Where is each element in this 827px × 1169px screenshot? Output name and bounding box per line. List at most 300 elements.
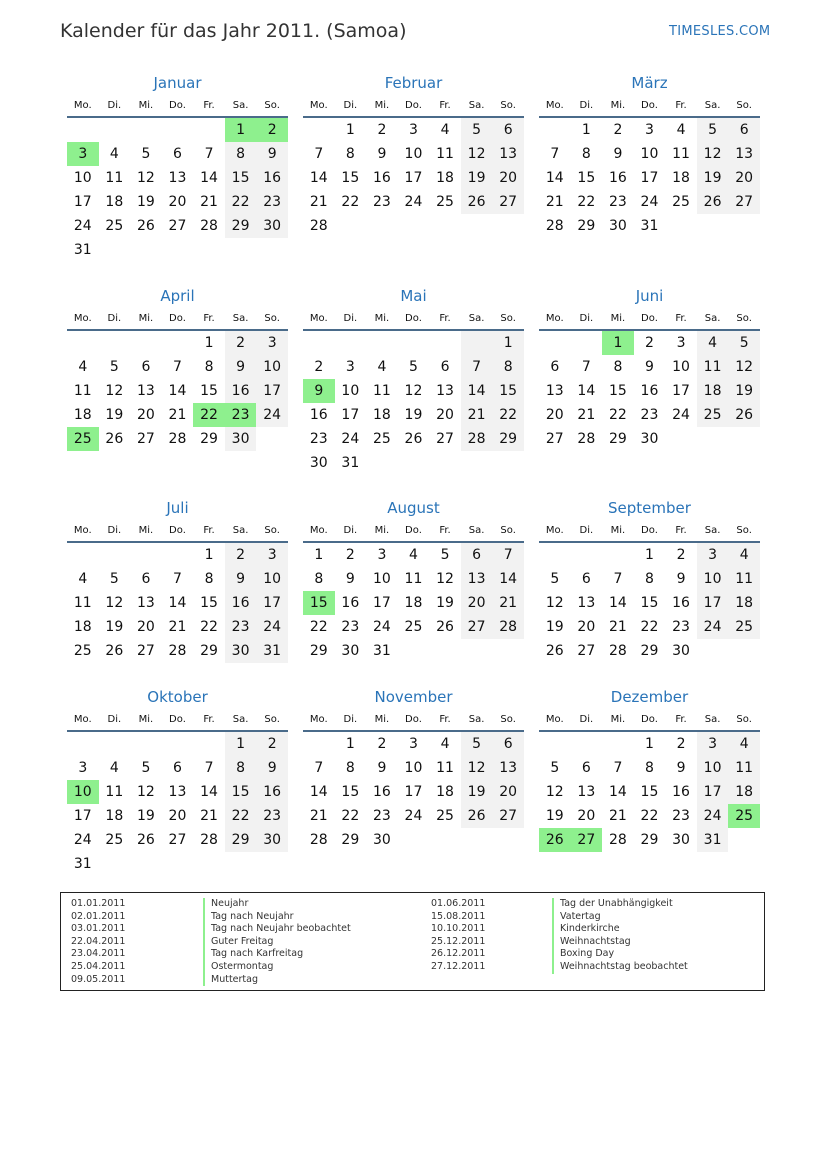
weekday-label: Fr. [203, 714, 215, 725]
day-cell: 31 [372, 643, 391, 659]
empty-cell [461, 451, 493, 475]
weekday-label: Fr. [203, 525, 215, 536]
day-cell: 11 [436, 146, 454, 162]
day-cell: 4 [676, 122, 686, 138]
day-cell: 3 [645, 122, 654, 138]
day-cell: 27 [728, 190, 760, 214]
day-cell: 28 [608, 832, 627, 848]
day-cell: 11 [728, 756, 760, 780]
weekday-label: Sa. [704, 313, 721, 324]
day-cell: 27 [571, 828, 603, 852]
holiday-date: 02.01.2011 [71, 910, 126, 922]
month-name: Januar [153, 74, 202, 92]
day-cell: 17 [697, 591, 729, 615]
day-cell: 10 [256, 355, 288, 379]
weekday-header [539, 309, 760, 331]
day-cell: 20 [545, 407, 564, 423]
month-juni [539, 285, 760, 497]
weekday-label: Mi. [138, 714, 154, 725]
day-cell: 24 [372, 619, 391, 635]
day-cell: 22 [640, 619, 659, 635]
day-cell: 21 [461, 403, 493, 427]
day-cell: 14 [608, 595, 627, 611]
empty-cell [335, 214, 367, 238]
empty-cell [193, 118, 225, 142]
day-cell: 18 [105, 194, 124, 210]
day-cell: 8 [345, 760, 355, 776]
day-cell: 4 [728, 732, 760, 756]
empty-cell [162, 732, 194, 756]
weekday-label: Mi. [374, 313, 390, 324]
day-cell: 7 [613, 571, 623, 587]
day-cell: 10 [640, 146, 659, 162]
day-cell: 7 [204, 760, 214, 776]
day-cell: 18 [697, 379, 729, 403]
day-cell: 1 [645, 736, 654, 752]
day-cell: 19 [697, 166, 729, 190]
empty-cell [492, 639, 524, 663]
day-cell: 21 [200, 194, 218, 210]
holiday-date: 23.04.2011 [71, 948, 126, 960]
day-cell: 8 [204, 571, 214, 587]
weekday-label: Di. [107, 525, 122, 536]
day-cell: 30 [225, 639, 257, 663]
day-cell: 16 [225, 591, 257, 615]
day-cell: 18 [372, 407, 391, 423]
day-cell: 22 [225, 190, 257, 214]
weekday-label: Sa. [704, 714, 721, 725]
weekday-label: Sa. [468, 525, 485, 536]
day-cell: 18 [728, 780, 760, 804]
day-cell: 25 [436, 194, 454, 210]
holiday-name: Kinderkirche [552, 923, 688, 936]
day-cell: 1 [204, 547, 214, 563]
day-cell: 30 [341, 643, 360, 659]
weekday-header [539, 521, 760, 543]
day-cell: 12 [728, 355, 760, 379]
day-cell: 24 [341, 431, 360, 447]
empty-cell [256, 427, 288, 451]
day-cell: 29 [608, 431, 627, 447]
weekday-header [303, 710, 524, 732]
day-cell: 11 [697, 355, 729, 379]
day-grid [67, 331, 288, 451]
empty-cell [602, 543, 634, 567]
holiday-date: 15.08.2011 [431, 910, 486, 922]
day-cell: 4 [78, 571, 88, 587]
weekday-label: Mo. [73, 100, 92, 111]
day-cell: 19 [105, 619, 124, 635]
day-cell: 19 [461, 780, 493, 804]
day-cell: 26 [545, 643, 564, 659]
day-cell: 26 [461, 190, 493, 214]
day-cell: 31 [341, 455, 360, 471]
month-name: April [160, 287, 195, 305]
empty-cell [461, 639, 493, 663]
day-cell: 2 [256, 732, 288, 756]
holiday-date: 27.12.2011 [431, 960, 486, 972]
day-cell: 28 [545, 218, 564, 234]
weekday-label: Sa. [232, 525, 249, 536]
empty-cell [99, 543, 131, 567]
day-cell: 14 [577, 383, 596, 399]
day-cell: 26 [404, 431, 423, 447]
day-cell: 29 [492, 427, 524, 451]
empty-cell [366, 331, 398, 355]
empty-cell [571, 732, 603, 756]
weekday-label: Mi. [610, 100, 626, 111]
empty-cell [130, 732, 162, 756]
holiday-date: 01.01.2011 [71, 898, 126, 909]
day-cell: 21 [577, 407, 596, 423]
empty-cell [728, 427, 760, 451]
day-cell: 23 [225, 615, 257, 639]
day-cell: 13 [436, 383, 454, 399]
day-cell: 8 [613, 359, 623, 375]
day-cell: 17 [697, 780, 729, 804]
day-cell: 30 [640, 431, 659, 447]
day-cell: 30 [309, 455, 328, 471]
day-cell: 28 [168, 431, 187, 447]
day-cell: 16 [256, 166, 288, 190]
empty-cell [225, 238, 257, 262]
day-cell: 28 [492, 615, 524, 639]
month-februar [303, 72, 524, 285]
day-cell: 11 [372, 383, 391, 399]
day-cell: 28 [200, 218, 218, 234]
day-cell: 25 [672, 194, 690, 210]
weekday-label: Di. [579, 100, 594, 111]
weekday-label: Di. [107, 100, 122, 111]
month-januar [67, 72, 288, 285]
day-cell: 5 [550, 571, 560, 587]
day-cell: 15 [341, 784, 360, 800]
day-cell: 9 [613, 146, 623, 162]
day-cell: 31 [697, 828, 729, 852]
day-cell: 26 [697, 190, 729, 214]
day-cell: 11 [436, 760, 454, 776]
day-cell: 9 [345, 571, 355, 587]
day-cell: 14 [492, 567, 524, 591]
day-cell: 3 [697, 732, 729, 756]
day-cell: 30 [225, 427, 257, 451]
day-cell: 30 [372, 832, 391, 848]
day-cell: 12 [136, 170, 155, 186]
day-cell: 2 [256, 118, 288, 142]
day-cell: 13 [168, 784, 187, 800]
holiday-name: Tag nach Neujahr [203, 911, 351, 924]
day-grid [67, 118, 288, 262]
day-cell: 23 [256, 190, 288, 214]
empty-cell [492, 214, 524, 238]
day-cell: 4 [409, 547, 418, 563]
day-cell: 12 [404, 383, 423, 399]
day-cell: 9 [645, 359, 654, 375]
weekday-label: Mi. [610, 714, 626, 725]
day-cell: 15 [640, 595, 659, 611]
day-cell: 12 [105, 383, 124, 399]
day-cell: 11 [672, 146, 690, 162]
day-cell: 11 [73, 383, 92, 399]
day-cell: 8 [225, 142, 257, 166]
day-cell: 31 [73, 242, 92, 258]
weekday-label: Di. [343, 100, 358, 111]
day-cell: 22 [492, 403, 524, 427]
weekday-label: Di. [579, 714, 594, 725]
month-oktober [67, 686, 288, 886]
day-cell: 10 [404, 146, 423, 162]
day-cell: 14 [309, 170, 328, 186]
day-cell: 7 [550, 146, 560, 162]
day-cell: 17 [73, 194, 92, 210]
weekday-label: Fr. [439, 313, 451, 324]
weekday-label: Fr. [203, 313, 215, 324]
weekday-label: Sa. [232, 714, 249, 725]
day-cell: 24 [697, 804, 729, 828]
weekday-label: Mo. [545, 313, 564, 324]
day-cell: 19 [461, 166, 493, 190]
day-cell: 31 [640, 218, 659, 234]
empty-cell [67, 118, 99, 142]
day-cell: 24 [256, 615, 288, 639]
weekday-label: Di. [107, 313, 122, 324]
day-cell: 3 [78, 760, 88, 776]
empty-cell [193, 852, 225, 876]
day-cell: 21 [492, 591, 524, 615]
day-cell: 26 [728, 403, 760, 427]
empty-cell [571, 543, 603, 567]
day-cell: 30 [256, 828, 288, 852]
day-cell: 10 [672, 359, 690, 375]
day-cell: 10 [73, 170, 92, 186]
day-cell: 22 [341, 194, 360, 210]
day-cell: 15 [608, 383, 627, 399]
weekday-label: Fr. [203, 100, 215, 111]
empty-cell [429, 828, 461, 852]
day-cell: 19 [728, 379, 760, 403]
day-cell: 14 [545, 170, 564, 186]
day-cell: 6 [492, 732, 524, 756]
empty-cell [193, 732, 225, 756]
weekday-label: Sa. [232, 313, 249, 324]
day-grid [539, 732, 760, 852]
day-cell: 23 [309, 431, 328, 447]
day-cell: 25 [436, 808, 454, 824]
weekday-header [67, 309, 288, 331]
day-cell: 23 [372, 808, 391, 824]
day-cell: 11 [105, 170, 124, 186]
day-cell: 18 [105, 808, 124, 824]
day-cell: 27 [492, 804, 524, 828]
day-cell: 9 [676, 571, 686, 587]
day-cell: 10 [697, 567, 729, 591]
day-cell: 7 [173, 571, 182, 587]
day-cell: 1 [602, 331, 634, 355]
empty-cell [398, 331, 430, 355]
weekday-label: Mo. [309, 525, 328, 536]
day-cell: 14 [608, 784, 627, 800]
day-cell: 17 [640, 170, 659, 186]
month-märz [539, 72, 760, 285]
day-cell: 5 [440, 547, 450, 563]
day-cell: 18 [73, 619, 92, 635]
day-grid [303, 118, 524, 238]
empty-cell [130, 238, 162, 262]
weekday-label: Mi. [138, 313, 154, 324]
day-cell: 12 [461, 142, 493, 166]
day-cell: 26 [539, 828, 571, 852]
day-cell: 4 [109, 760, 119, 776]
day-cell: 25 [67, 427, 99, 451]
empty-cell [539, 543, 571, 567]
day-cell: 12 [436, 571, 454, 587]
month-dezember [539, 686, 760, 886]
day-cell: 12 [697, 142, 729, 166]
day-cell: 29 [225, 214, 257, 238]
day-cell: 10 [256, 567, 288, 591]
month-name: Oktober [147, 688, 208, 706]
weekday-label: Di. [343, 313, 358, 324]
day-cell: 16 [672, 784, 690, 800]
day-grid [67, 732, 288, 876]
day-cell: 28 [309, 832, 328, 848]
weekday-label: Mo. [545, 714, 564, 725]
day-cell: 30 [256, 214, 288, 238]
empty-cell [303, 732, 335, 756]
day-cell: 2 [345, 547, 355, 563]
day-cell: 3 [256, 331, 288, 355]
day-cell: 29 [341, 832, 360, 848]
month-name: Juli [166, 499, 189, 517]
day-cell: 2 [314, 359, 324, 375]
day-cell: 22 [225, 804, 257, 828]
brand-link[interactable]: TIMESLES.COM [669, 24, 771, 39]
weekday-header [67, 521, 288, 543]
day-cell: 30 [608, 218, 627, 234]
weekday-label: Do. [641, 313, 658, 324]
day-grid [539, 331, 760, 451]
weekday-label: Fr. [439, 714, 451, 725]
weekday-label: Sa. [232, 100, 249, 111]
empty-cell [130, 852, 162, 876]
day-cell: 20 [577, 808, 596, 824]
weekday-label: So. [736, 313, 752, 324]
weekday-header [303, 96, 524, 118]
day-cell: 27 [461, 615, 493, 639]
weekday-label: Mi. [374, 714, 390, 725]
day-cell: 23 [672, 808, 690, 824]
month-name: August [387, 499, 440, 517]
day-cell: 21 [168, 619, 187, 635]
holiday-date: 26.12.2011 [431, 948, 486, 960]
month-name: Dezember [610, 688, 689, 706]
weekday-label: So. [264, 313, 280, 324]
day-cell: 3 [377, 547, 387, 563]
day-cell: 24 [672, 407, 690, 423]
day-cell: 20 [728, 166, 760, 190]
day-cell: 19 [136, 808, 155, 824]
day-cell: 14 [168, 383, 187, 399]
day-grid [303, 732, 524, 852]
day-cell: 24 [256, 403, 288, 427]
day-cell: 7 [204, 146, 214, 162]
day-cell: 18 [404, 595, 423, 611]
weekday-label: Di. [579, 525, 594, 536]
day-cell: 15 [225, 780, 257, 804]
empty-cell [193, 238, 225, 262]
day-cell: 23 [341, 619, 360, 635]
day-cell: 12 [545, 784, 564, 800]
month-september [539, 497, 760, 686]
day-cell: 9 [377, 760, 387, 776]
empty-cell [130, 543, 162, 567]
day-cell: 5 [461, 732, 493, 756]
day-cell: 16 [341, 595, 360, 611]
empty-cell [398, 214, 430, 238]
weekday-label: So. [500, 525, 516, 536]
day-cell: 27 [136, 431, 155, 447]
empty-cell [335, 331, 367, 355]
day-cell: 8 [314, 571, 324, 587]
day-cell: 15 [200, 383, 218, 399]
day-cell: 2 [645, 335, 654, 351]
empty-cell [697, 427, 729, 451]
day-grid [539, 543, 760, 663]
day-cell: 6 [440, 359, 450, 375]
day-cell: 23 [256, 804, 288, 828]
day-cell: 25 [728, 615, 760, 639]
day-cell: 29 [200, 431, 218, 447]
day-cell: 2 [225, 331, 257, 355]
day-cell: 27 [168, 832, 187, 848]
page-title: Kalender für das Jahr 2011. (Samoa) [60, 20, 407, 42]
day-cell: 9 [676, 760, 686, 776]
day-cell: 8 [204, 359, 214, 375]
holiday-name: Neujahr [203, 898, 351, 911]
holiday-names-right [552, 898, 688, 974]
day-cell: 13 [136, 595, 155, 611]
day-cell: 16 [309, 407, 328, 423]
day-cell: 13 [545, 383, 564, 399]
day-cell: 2 [676, 547, 686, 563]
empty-cell [429, 214, 461, 238]
day-cell: 15 [492, 379, 524, 403]
day-cell: 8 [645, 760, 654, 776]
day-cell: 6 [461, 543, 493, 567]
day-cell: 28 [200, 832, 218, 848]
weekday-label: Do. [405, 313, 422, 324]
day-cell: 26 [105, 431, 124, 447]
day-cell: 12 [461, 756, 493, 780]
day-cell: 11 [105, 784, 124, 800]
day-cell: 25 [105, 218, 124, 234]
weekday-label: Do. [169, 100, 186, 111]
day-cell: 3 [256, 543, 288, 567]
weekday-label: Sa. [468, 714, 485, 725]
day-cell: 19 [136, 194, 155, 210]
day-cell: 1 [225, 118, 257, 142]
day-cell: 18 [436, 784, 454, 800]
day-cell: 14 [200, 170, 218, 186]
day-cell: 27 [545, 431, 564, 447]
day-cell: 20 [461, 591, 493, 615]
weekday-label: Mo. [73, 313, 92, 324]
weekday-label: So. [264, 100, 280, 111]
day-cell: 13 [136, 383, 155, 399]
day-cell: 11 [404, 571, 423, 587]
day-cell: 25 [105, 832, 124, 848]
empty-cell [539, 732, 571, 756]
